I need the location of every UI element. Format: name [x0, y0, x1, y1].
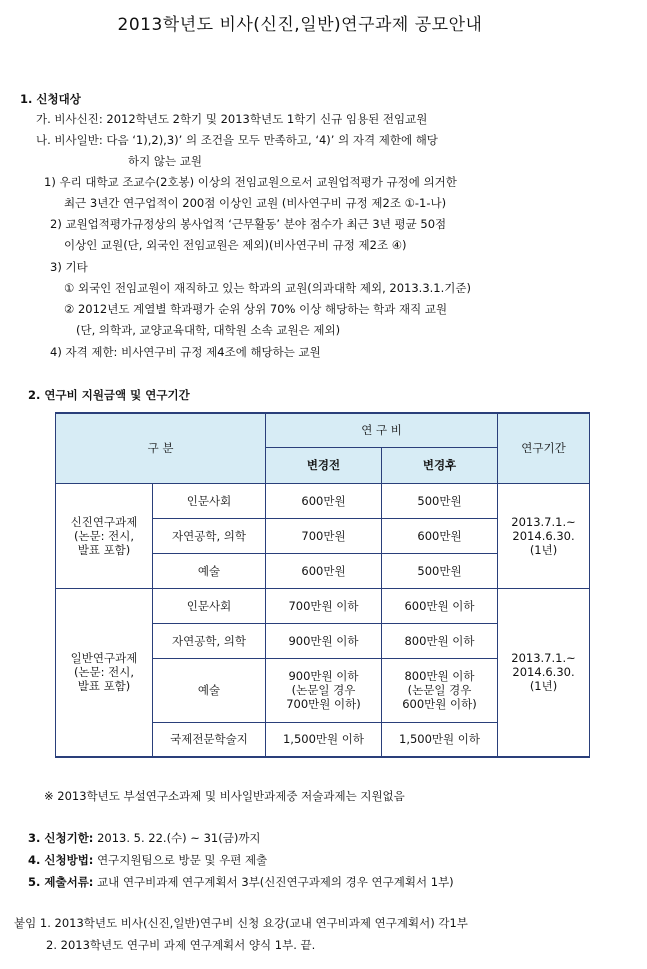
table-cell-after: 800만원 이하 (논문일 경우 600만원 이하) [382, 658, 498, 722]
section4-label: 4. 신청방법: [28, 853, 94, 867]
table-cell-after: 600만원 이하 [382, 588, 498, 623]
table-cell-after: 600만원 [382, 518, 498, 553]
table-cell-before: 700만원 이하 [266, 588, 382, 623]
section1-heading: 1. 신청대상 [20, 92, 81, 106]
condition-3: 3) 기타 [50, 260, 88, 274]
header-before: 변경전 [266, 447, 382, 483]
funding-table [55, 412, 590, 758]
section3-label: 3. 신청기한: [28, 831, 94, 845]
table-cell-after: 500만원 [382, 553, 498, 588]
section3-text: 2013. 5. 22.(수) ~ 31(금)까지 [93, 831, 261, 845]
table-cell-field: 인문사회 [153, 588, 266, 623]
condition-3-iii: (단, 의학과, 교양교육대학, 대학원 소속 교원은 제외) [76, 323, 341, 337]
condition-1b: 최근 3년간 연구업적이 200점 이상인 교원 (비사연구비 규정 제2조 ①-1-나) [64, 196, 447, 210]
page-title: 2013학년도 비사(신진,일반)연구과제 공모안내 [117, 15, 483, 35]
group-period-ilban: 2013.7.1.~ 2014.6.30. (1년) [498, 588, 590, 757]
section5-text: 교내 연구비과제 연구계획서 3부(신진연구과제의 경우 연구계획서 1부) [93, 875, 454, 889]
table-cell-after: 800만원 이하 [382, 623, 498, 658]
table-cell-before: 700만원 [266, 518, 382, 553]
condition-4: 4) 자격 제한: 비사연구비 규정 제4조에 해당하는 교원 [50, 345, 321, 359]
group-period-sinjin: 2013.7.1.~ 2014.6.30. (1년) [498, 483, 590, 588]
section4-text: 연구지원팀으로 방문 및 우편 제출 [93, 853, 268, 867]
group-label-ilban: 일반연구과제 (논문: 전시, 발표 포함) [56, 588, 153, 757]
header-after: 변경후 [382, 447, 498, 483]
section2-heading: 2. 연구비 지원금액 및 연구기간 [28, 388, 190, 402]
table-cell-before: 600만원 [266, 483, 382, 518]
table-cell-field: 국제전문학술지 [153, 722, 266, 757]
table-cell-field: 자연공학, 의학 [153, 623, 266, 658]
table-cell-after: 1,500만원 이하 [382, 722, 498, 757]
section5-documents [28, 875, 454, 889]
section4-method [28, 853, 267, 867]
table-cell-field: 자연공학, 의학 [153, 518, 266, 553]
attachment-1: 붙임 1. 2013학년도 비사(신진,일반)연구비 신청 요강(교내 연구비과제 연구계획서) 각1부 [14, 916, 468, 930]
attachment-2: 2. 2013학년도 연구비 과제 연구계획서 양식 1부. 끝. [46, 938, 316, 952]
table-cell-before: 600만원 [266, 553, 382, 588]
table-cell-before: 1,500만원 이하 [266, 722, 382, 757]
condition-2a: 2) 교원업적평가규정상의 봉사업적 ‘근무활동’ 분야 점수가 최근 3년 평균 50점 [50, 217, 447, 231]
table-cell-before: 900만원 이하 (논문일 경우 700만원 이하) [266, 658, 382, 722]
header-funds: 연 구 비 [266, 413, 498, 447]
table-cell-field: 예술 [153, 553, 266, 588]
section2-note: ※ 2013학년도 부설연구소과제 및 비사일반과제중 저술과제는 지원없음 [44, 789, 405, 803]
item-ga: 가. 비사신진: 2012학년도 2학기 및 2013학년도 1학기 신규 임용된 전임교원 [36, 112, 428, 126]
condition-3-ii: ② 2012년도 계열별 학과평가 순위 상위 70% 이상 해당하는 학과 재직 교원 [64, 302, 448, 316]
item-na-line2: 하지 않는 교원 [128, 154, 202, 168]
header-period: 연구기간 [498, 413, 590, 483]
condition-2b: 이상인 교원(단, 외국인 전임교원은 제외)(비사연구비 규정 제2조 ④) [64, 238, 407, 252]
condition-3-i: ① 외국인 전임교원이 재직하고 있는 학과의 교원(의과대학 제외, 2013.3.1.기준) [64, 281, 471, 295]
section5-label: 5. 제출서류: [28, 875, 94, 889]
header-category: 구 분 [56, 413, 266, 483]
table-cell-field: 예술 [153, 658, 266, 722]
item-na-line1: 나. 비사일반: 다음 ‘1),2),3)’ 의 조건을 모두 만족하고, ‘4)’ 의 자격 제한에 해당 [36, 133, 438, 147]
section3-deadline [28, 831, 261, 845]
table-cell-before: 900만원 이하 [266, 623, 382, 658]
table-cell-field: 인문사회 [153, 483, 266, 518]
condition-1a: 1) 우리 대학교 조교수(2호봉) 이상의 전임교원으로서 교원업적평가 규정에 의거한 [44, 175, 457, 189]
table-cell-after: 500만원 [382, 483, 498, 518]
group-label-sinjin: 신진연구과제 (논문: 전시, 발표 포함) [56, 483, 153, 588]
